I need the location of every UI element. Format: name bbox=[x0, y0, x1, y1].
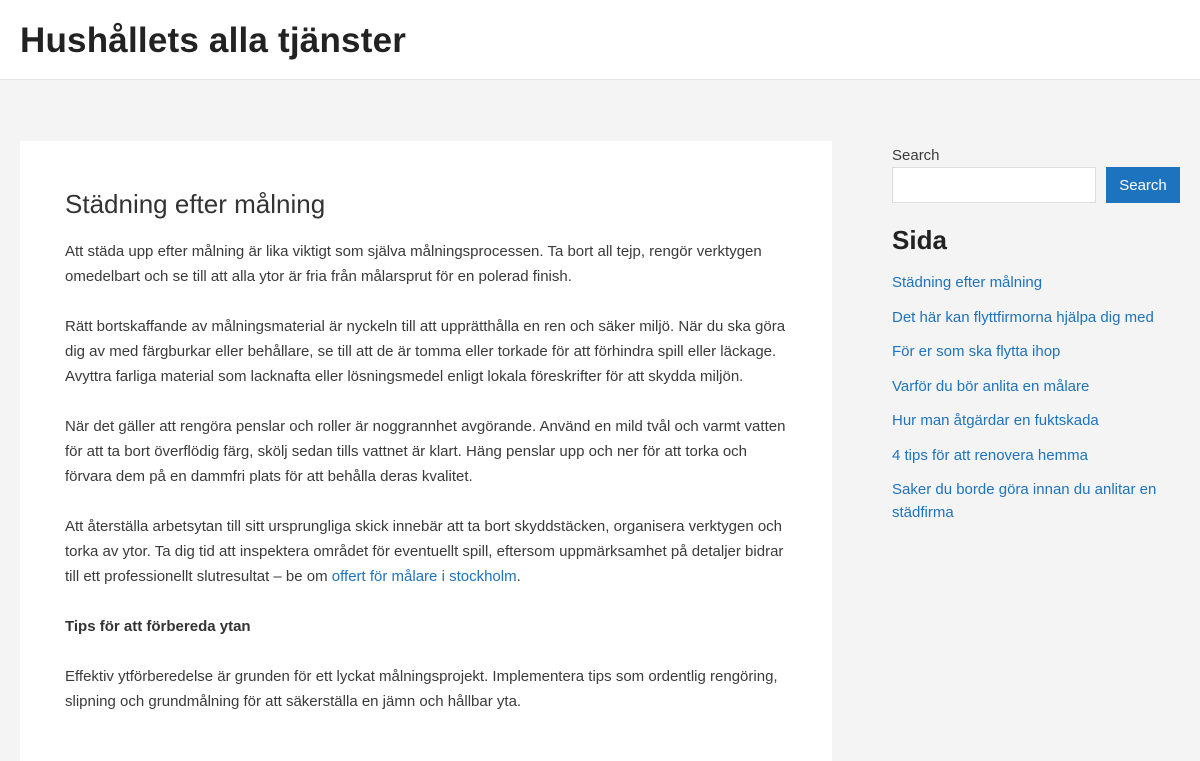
search-widget bbox=[892, 145, 1182, 203]
search-label: Search bbox=[892, 147, 940, 164]
pages-list-item bbox=[892, 410, 1182, 433]
page-link[interactable]: Saker du borde göra innan du anlitar en städfirma bbox=[892, 481, 1157, 521]
page-link[interactable]: Varför du bör anlita en målare bbox=[892, 377, 1090, 395]
site-title[interactable]: Hushållets alla tjänster bbox=[20, 21, 407, 60]
pages-list-item bbox=[892, 445, 1182, 468]
article-paragraph: Rätt bortskaffande av målningsmaterial är nyckeln till att upprätthålla en ren och säker miljö. När du ska göra dig av med färgburkar eller behållare, se till att de är tomma eller torkade för att förhindra spill eller läckage. Avyttra farliga material som lacknafta eller lösningsmedel enligt lokala föreskrifter för att skydda miljön. bbox=[65, 318, 786, 385]
article-paragraph: Att städa upp efter målning är lika viktigt som själva målningsprocessen. Ta bort all tejp, rengör verktygen omedelbart och se till att alla ytor är fria från målarsprut för en polerad finish. bbox=[65, 243, 762, 285]
pages-list-item bbox=[892, 376, 1182, 399]
article-paragraph bbox=[65, 514, 787, 589]
sidebar bbox=[892, 145, 1182, 536]
page-link[interactable]: Det här kan flyttfirmorna hjälpa dig med bbox=[892, 308, 1154, 326]
article-paragraph: När det gäller att rengöra penslar och roller är noggrannhet avgörande. Använd en mild tvål och varmt vatten för att ta bort överflödig färg, skölj sedan tills vattnet är klart. Häng penslar upp och ner för att torka och förvara dem på en dammfri plats för att behålla deras kvalitet. bbox=[65, 418, 786, 485]
pages-list-item bbox=[892, 341, 1182, 364]
article-title: Städning efter målning bbox=[65, 189, 326, 219]
pages-list-item bbox=[892, 307, 1182, 330]
article-paragraph: Effektiv ytförberedelse är grunden för ett lyckat målningsprojekt. Implementera tips som ordentlig rengöring, slipning och grundmålning för att säkerställa en jämn och hållbar yta. bbox=[65, 668, 778, 710]
pages-list-item bbox=[892, 272, 1182, 295]
page-link[interactable]: Städning efter målning bbox=[892, 274, 1043, 291]
search-input[interactable] bbox=[892, 167, 1096, 203]
search-button[interactable]: Search bbox=[1106, 167, 1180, 203]
pages-widget-title: Sida bbox=[892, 225, 947, 255]
site-header bbox=[0, 0, 1200, 80]
page-link[interactable]: Hur man åtgärdar en fuktskada bbox=[892, 412, 1099, 429]
article-paragraph-text: Att återställa arbetsytan till sitt ursprungliga skick innebär att ta bort skyddstäcken, organisera verktygen och torka av ytor. Ta dig tid att inspektera området för eventuellt spill, eftersom uppmärksamhet på detaljer bidrar till ett professionellt slutresultat – be om bbox=[65, 518, 784, 585]
pages-list bbox=[892, 272, 1182, 524]
article-paragraph-end: . bbox=[516, 568, 521, 585]
article-subheading: Tips för att förbereda ytan bbox=[65, 618, 251, 635]
offert-link[interactable]: offert för målare i stockholm bbox=[331, 568, 517, 585]
page-link[interactable]: 4 tips för att renovera hemma bbox=[892, 446, 1088, 464]
article-card bbox=[20, 141, 832, 761]
search-row bbox=[892, 167, 1182, 203]
pages-list-item bbox=[892, 479, 1182, 524]
article-body bbox=[65, 239, 787, 714]
page-link[interactable]: För er som ska flytta ihop bbox=[892, 343, 1061, 360]
